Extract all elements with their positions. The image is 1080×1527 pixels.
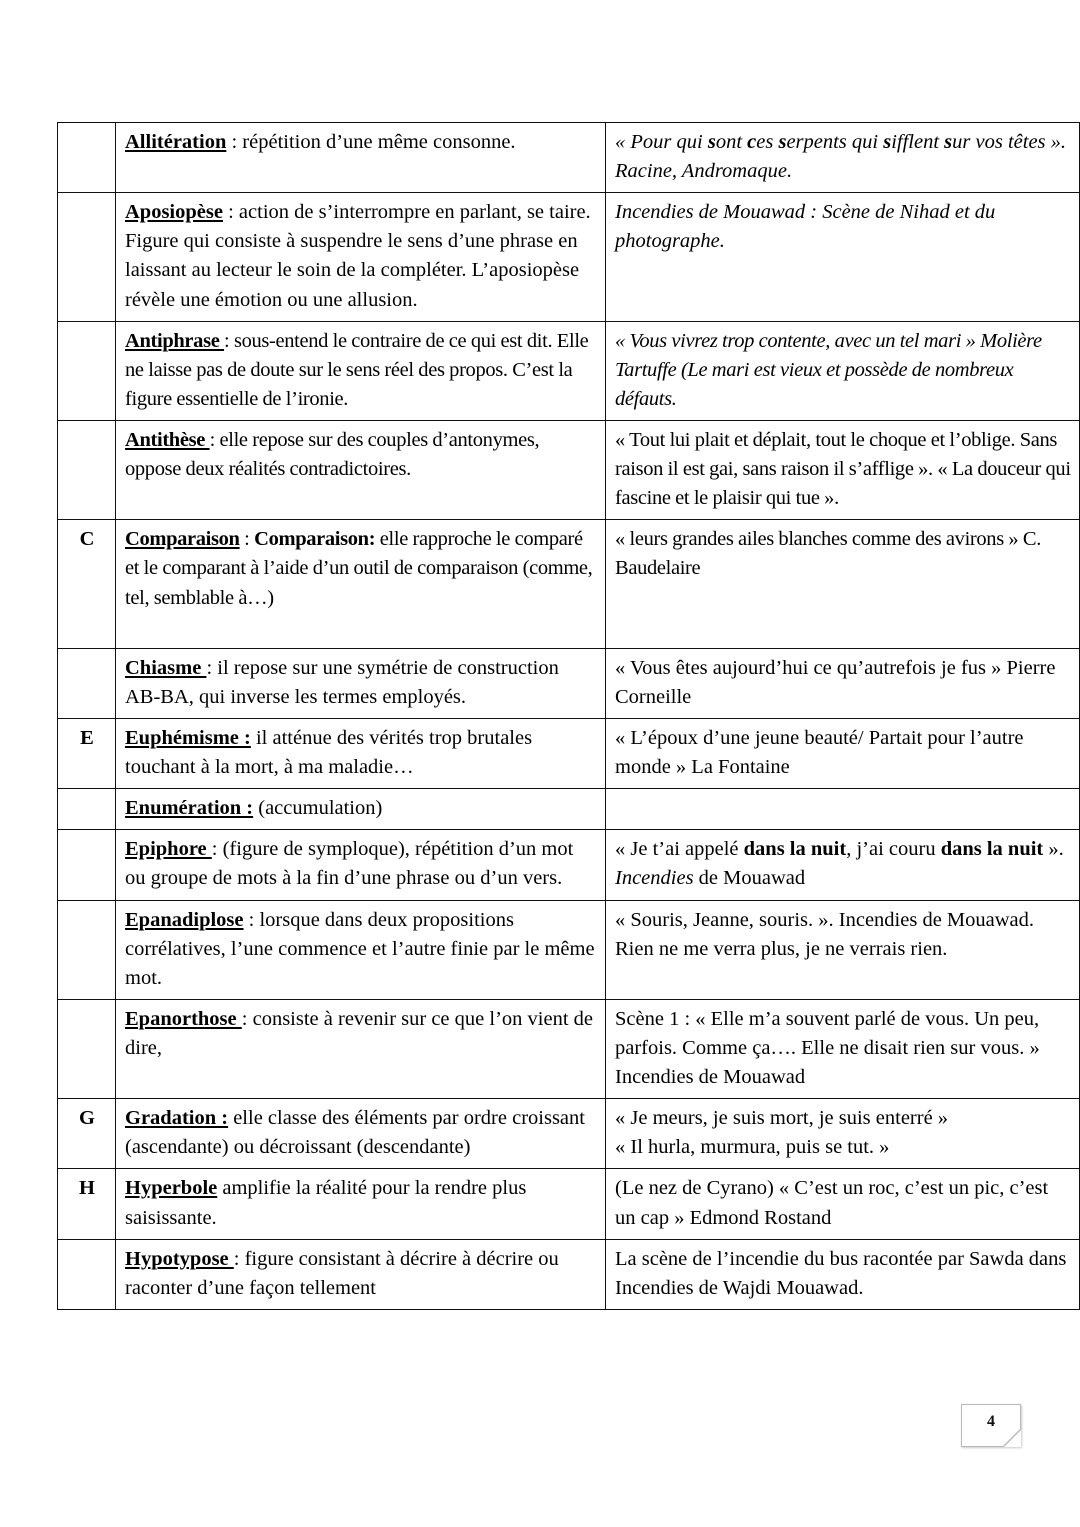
example-text: « Vous êtes aujourd’hui ce qu’autrefois je fus » Pierre Corneille: [615, 656, 1056, 708]
row-letter: [58, 999, 116, 1098]
table-row: [58, 789, 1080, 830]
term-separator: :: [226, 131, 243, 153]
row-definition: [116, 830, 606, 900]
term-separator: :: [241, 1007, 253, 1030]
row-example: [606, 1099, 1080, 1169]
table-row: [58, 321, 1080, 420]
row-letter: [58, 900, 116, 999]
row-definition: [116, 123, 606, 193]
example-text: « Pour qui sont ces serpents qui sifflent sur vos têtes ». Racine, Andromaque.: [615, 131, 1067, 183]
row-definition: [116, 900, 606, 999]
table-row: [58, 520, 1080, 648]
page-number-sticker: [961, 1404, 1021, 1447]
row-letter: [58, 420, 116, 519]
row-letter: [58, 1239, 116, 1309]
table-row: [58, 1169, 1080, 1239]
term-label: Epiphore: [125, 838, 212, 861]
example-text: La scène de l’incendie du bus racontée par Sawda dans Incendies de Wajdi Mouawad.: [615, 1247, 1067, 1299]
term-label: Antiphrase: [125, 329, 225, 352]
figures-de-style-table: [57, 122, 1080, 1310]
row-letter: E: [58, 718, 116, 788]
term-label: Epanorthose: [125, 1007, 242, 1030]
term-separator: :: [243, 908, 260, 931]
term-label: Aposiopèse: [125, 201, 223, 224]
table-row: [58, 1099, 1080, 1169]
table-row: [58, 1239, 1080, 1309]
term-label: Allitération: [125, 131, 227, 153]
example-text: Incendies de Mouawad : Scène de Nihad et du photographe.: [615, 201, 996, 253]
example-text-line-1: « Je meurs, je suis mort, je suis enterré »: [615, 1107, 949, 1130]
term-label: Comparaison: [125, 528, 240, 551]
row-definition: [116, 1169, 606, 1239]
row-letter: C: [58, 520, 116, 648]
row-letter: [58, 648, 116, 718]
page-number: 4: [987, 1413, 995, 1430]
definition-text: elle repose sur des couples d’antonymes, oppose deux réalités contradictoires.: [125, 428, 540, 481]
example-text-line-2: « Il hurla, murmura, puis se tut. »: [615, 1136, 890, 1159]
term-label-repeat: Comparaison:: [254, 528, 376, 551]
term-label: Enumération :: [125, 797, 254, 820]
table-row: [58, 900, 1080, 999]
row-definition: [116, 718, 606, 788]
definition-text: action de s’interrompre en parlant, se taire. Figure qui consiste à suspendre le sens d’une phrase en laissant au lecteur le soin de la compléter. L’aposiopèse révèle une émotion ou une allusion.: [125, 201, 591, 311]
row-example: [606, 321, 1080, 420]
row-definition: [116, 789, 606, 830]
row-example: [606, 789, 1080, 830]
definition-text: il repose sur une symétrie de construction AB-BA, qui inverse les termes employés.: [125, 656, 559, 708]
example-text: « Je t’ai appelé dans la nuit, j’ai couru dans la nuit ». Incendies de Mouawad: [615, 838, 1064, 890]
row-example: [606, 1239, 1080, 1309]
term-label: Chiasme: [125, 656, 207, 679]
table-row: [58, 648, 1080, 718]
row-definition: [116, 1099, 606, 1169]
row-definition: [116, 648, 606, 718]
table-row: [58, 830, 1080, 900]
page-fold-icon: [1004, 1430, 1021, 1447]
row-example: [606, 520, 1080, 648]
definition-text: il atténue des vérités trop brutales touchant à la mort, à ma maladie…: [125, 726, 533, 779]
row-letter: [58, 321, 116, 420]
row-definition: [116, 193, 606, 321]
definition-text: répétition d’une même consonne.: [242, 131, 516, 153]
row-letter: G: [58, 1099, 116, 1169]
definition-text: consiste à revenir sur ce que l’on vient de dire,: [125, 1007, 593, 1059]
example-text: (Le nez de Cyrano) « C’est un roc, c’est un pic, c’est un cap » Edmond Rostand: [615, 1177, 1049, 1229]
term-separator: :: [222, 201, 239, 224]
row-letter: [58, 193, 116, 321]
row-example: [606, 999, 1080, 1098]
definition-text: sous-entend le contraire de ce qui est dit. Elle ne laisse pas de doute sur le sens réel des propos. C’est la figure essentielle de l’ironie.: [125, 329, 589, 410]
row-definition: [116, 999, 606, 1098]
row-letter: [58, 123, 116, 193]
row-example: [606, 648, 1080, 718]
term-label: Hypotypose: [125, 1247, 234, 1270]
row-definition: [116, 321, 606, 420]
term-label: Euphémisme :: [125, 726, 251, 749]
row-example: [606, 420, 1080, 519]
example-text: « leurs grandes ailes blanches comme des avirons » C. Baudelaire: [615, 528, 1041, 580]
term-label: Gradation :: [125, 1107, 229, 1130]
table-row: [58, 123, 1080, 193]
example-text: « Vous vivrez trop contente, avec un tel mari » Molière Tartuffe (Le mari est vieux et possède de nombreux défauts.: [615, 329, 1042, 410]
term-separator: :: [206, 656, 218, 679]
row-example: [606, 718, 1080, 788]
row-definition: [116, 1239, 606, 1309]
definition-text: (accumulation): [258, 797, 383, 820]
term-label: Epanadiplose: [125, 908, 244, 931]
row-example: [606, 123, 1080, 193]
example-text: Scène 1 : « Elle m’a souvent parlé de vous. Un peu, parfois. Comme ça…. Elle ne disait rien sur vous. » Incendies de Mouawad: [615, 1007, 1040, 1089]
row-definition: [116, 520, 606, 648]
example-text-line-1: « Souris, Jeanne, souris. ». Incendies de Mouawad.: [615, 908, 1035, 931]
term-separator: :: [211, 838, 223, 861]
definition-text: (figure de symploque), répétition d’un mot ou groupe de mots à la fin d’une phrase ou d’un vers.: [125, 838, 574, 890]
row-example: [606, 193, 1080, 321]
table-row: [58, 999, 1080, 1098]
row-letter: H: [58, 1169, 116, 1239]
row-example: [606, 900, 1080, 999]
definition-text: figure consistant à décrire à décrire ou raconter d’une façon tellement: [125, 1247, 559, 1299]
definition-text: elle rapproche le comparé et le comparant à l’aide d’un outil de comparaison (comme, tel, semblable à…): [125, 528, 593, 609]
row-example: [606, 830, 1080, 900]
example-text-line-2: Rien ne me verra plus, je ne verrais rien.: [615, 937, 948, 960]
table-row: [58, 420, 1080, 519]
definition-text: elle classe des éléments par ordre croissant (ascendante) ou décroissant (descendante): [125, 1107, 585, 1159]
term-separator: :: [233, 1247, 245, 1270]
example-text: « Tout lui plait et déplait, tout le choque et l’oblige. Sans raison il est gai, sans raison il s’afflige ». « La douceur qui fascine et le plaisir qui tue ».: [615, 428, 1071, 510]
term-separator: :: [209, 428, 220, 451]
table-row: [58, 193, 1080, 321]
example-text: « L’époux d’une jeune beauté/ Partait pour l’autre monde » La Fontaine: [615, 726, 1024, 779]
term-label: Antithèse: [125, 428, 210, 451]
row-definition: [116, 420, 606, 519]
definition-text: lorsque dans deux propositions corrélatives, l’une commence et l’autre finie par le même mot.: [125, 908, 595, 989]
term-separator: :: [239, 528, 255, 551]
row-letter: [58, 830, 116, 900]
row-letter: [58, 789, 116, 830]
term-separator: :: [224, 329, 234, 352]
definition-text: amplifie la réalité pour la rendre plus saisissante.: [125, 1177, 527, 1229]
table-row: [58, 718, 1080, 788]
row-example: [606, 1169, 1080, 1239]
term-label: Hyperbole: [125, 1177, 218, 1200]
